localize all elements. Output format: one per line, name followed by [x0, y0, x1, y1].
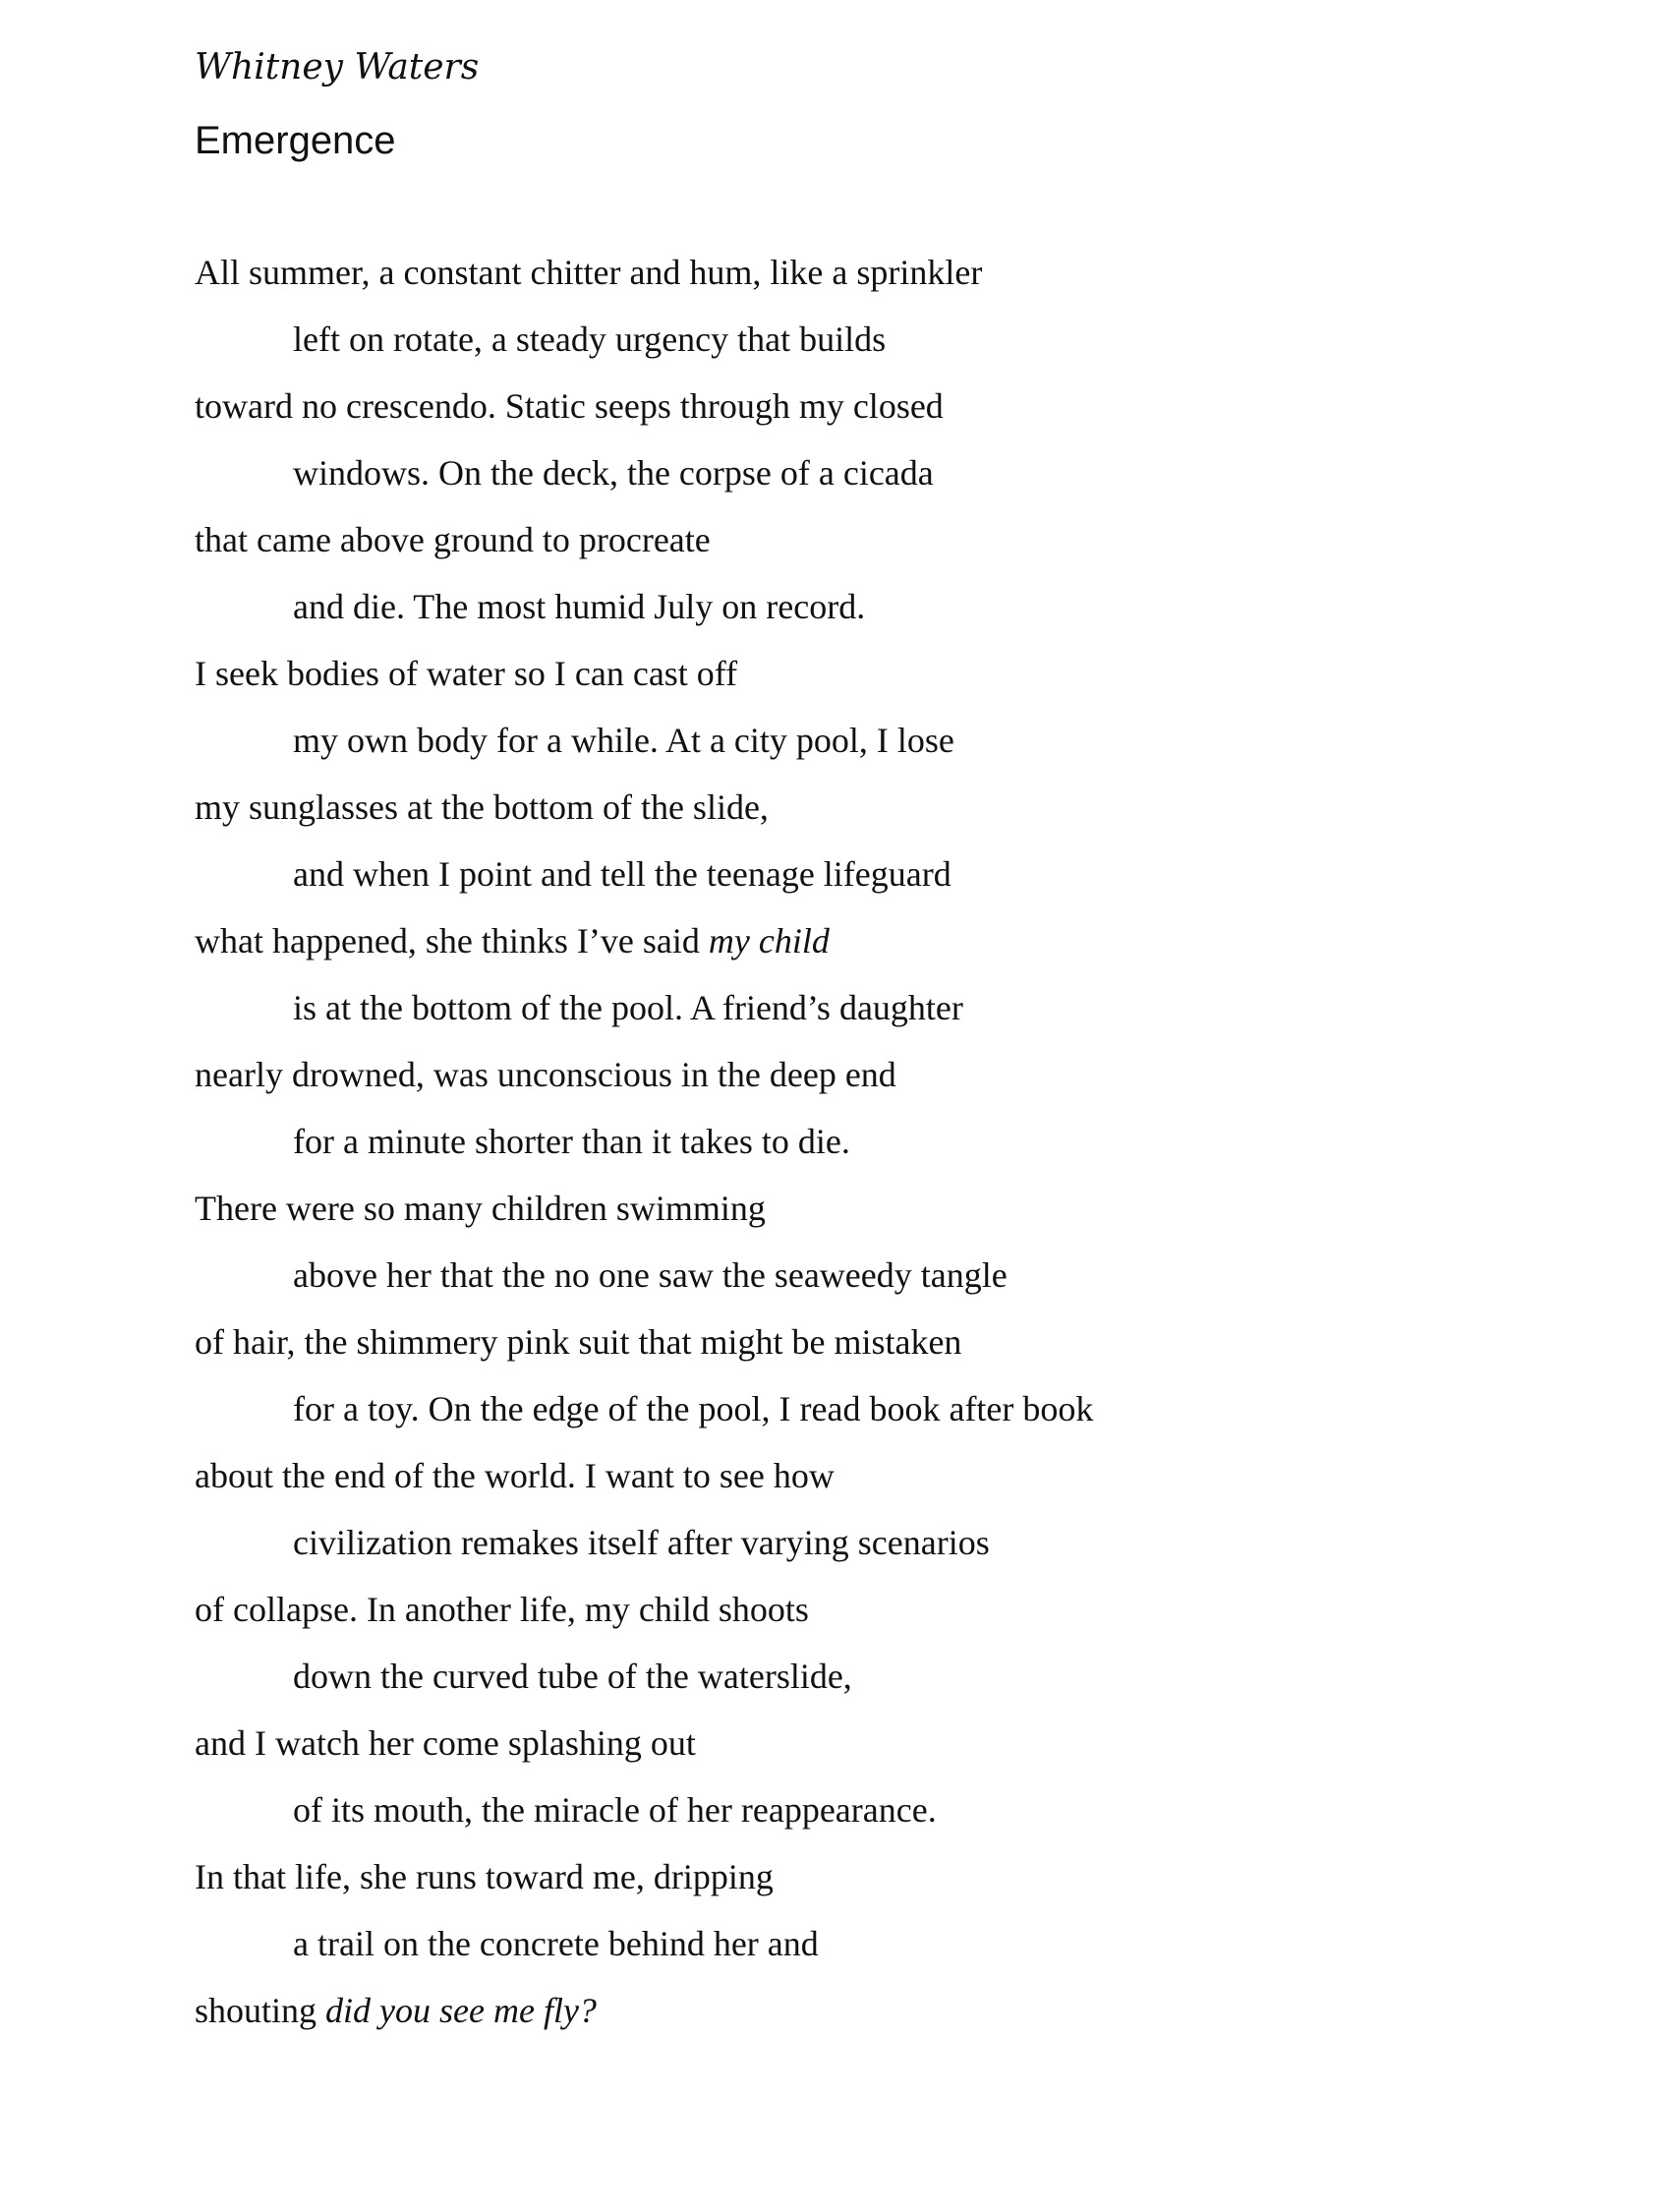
- poem-line-text: for a minute shorter than it takes to die.: [293, 1122, 850, 1161]
- poem-line: [195, 1918, 1571, 1985]
- poem-line-text: All summer, a constant chitter and hum, like a sprinkler: [195, 253, 983, 292]
- poem-line: [195, 1985, 1571, 2052]
- poem-line: [195, 1517, 1571, 1584]
- poem-line-text: and when I point and tell the teenage lifeguard: [293, 854, 951, 894]
- poem-line-text: a trail on the concrete behind her and: [293, 1924, 819, 1963]
- poem-line: [195, 648, 1571, 715]
- poem-line: [195, 1784, 1571, 1851]
- poem-line-text: civilization remakes itself after varying scenarios: [293, 1523, 990, 1562]
- poem-line: [195, 1851, 1571, 1918]
- poem-title: Emergence: [195, 119, 396, 162]
- poem-line: [195, 915, 1571, 982]
- poem-body: [195, 247, 1571, 2052]
- poem-line-text: and die. The most humid July on record.: [293, 587, 866, 626]
- poem-line: [195, 1116, 1571, 1183]
- poem-line-text: my own body for a while. At a city pool, I lose: [293, 721, 954, 760]
- poem-line-text: left on rotate, a steady urgency that builds: [293, 320, 887, 359]
- poem-line-text: down the curved tube of the waterslide,: [293, 1657, 852, 1696]
- poem-line: [195, 982, 1571, 1049]
- poem-line-text: In that life, she runs toward me, dripping: [195, 1857, 774, 1896]
- poem-line-text: There were so many children swimming: [195, 1189, 766, 1228]
- poem-line: [195, 1717, 1571, 1784]
- poem-line: [195, 1049, 1571, 1116]
- poem-line: [195, 1250, 1571, 1316]
- poem-line: [195, 1651, 1571, 1717]
- poem-line: [195, 782, 1571, 848]
- poem-line: [195, 447, 1571, 514]
- poem-line: [195, 314, 1571, 380]
- poem-line: [195, 247, 1571, 314]
- poem-line-text: windows. On the deck, the corpse of a cicada: [293, 453, 934, 493]
- author-name: Whitney Waters: [195, 47, 480, 87]
- poem-line: [195, 848, 1571, 915]
- poem-line-text: above her that the no one saw the seaweedy tangle: [293, 1255, 1008, 1295]
- poem-line-italic-text: did you see me fly?: [325, 1991, 597, 2030]
- poem-line-text: for a toy. On the edge of the pool, I read book after book: [293, 1389, 1094, 1428]
- poem-line: [195, 1316, 1571, 1383]
- poem-line-text: of its mouth, the miracle of her reappearance.: [293, 1790, 937, 1830]
- poem-line-text: of collapse. In another life, my child shoots: [195, 1590, 809, 1629]
- poem-line-text: my sunglasses at the bottom of the slide,: [195, 787, 769, 827]
- poem-line: [195, 380, 1571, 447]
- poem-line: [195, 1450, 1571, 1517]
- poem-line-italic-text: my child: [708, 921, 830, 960]
- poem-line-text: that came above ground to procreate: [195, 520, 711, 559]
- poem-line-text: is at the bottom of the pool. A friend’s daughter: [293, 988, 963, 1027]
- poem-line: [195, 514, 1571, 581]
- poem-line-text: about the end of the world. I want to see how: [195, 1456, 835, 1495]
- poem-line-text: what happened, she thinks I’ve said: [195, 921, 709, 960]
- poem-line-text: shouting: [195, 1991, 326, 2030]
- poem-line-text: of hair, the shimmery pink suit that might be mistaken: [195, 1322, 962, 1362]
- poem-line: [195, 715, 1571, 782]
- poem-line-text: and I watch her come splashing out: [195, 1723, 696, 1763]
- poem-line: [195, 1183, 1571, 1250]
- poem-line: [195, 1584, 1571, 1651]
- poem-line-text: I seek bodies of water so I can cast off: [195, 654, 738, 693]
- poem-line: [195, 581, 1571, 648]
- poem-line: [195, 1383, 1571, 1450]
- poem-line-text: toward no crescendo. Static seeps through my closed: [195, 386, 944, 426]
- poem-line-text: nearly drowned, was unconscious in the deep end: [195, 1055, 896, 1094]
